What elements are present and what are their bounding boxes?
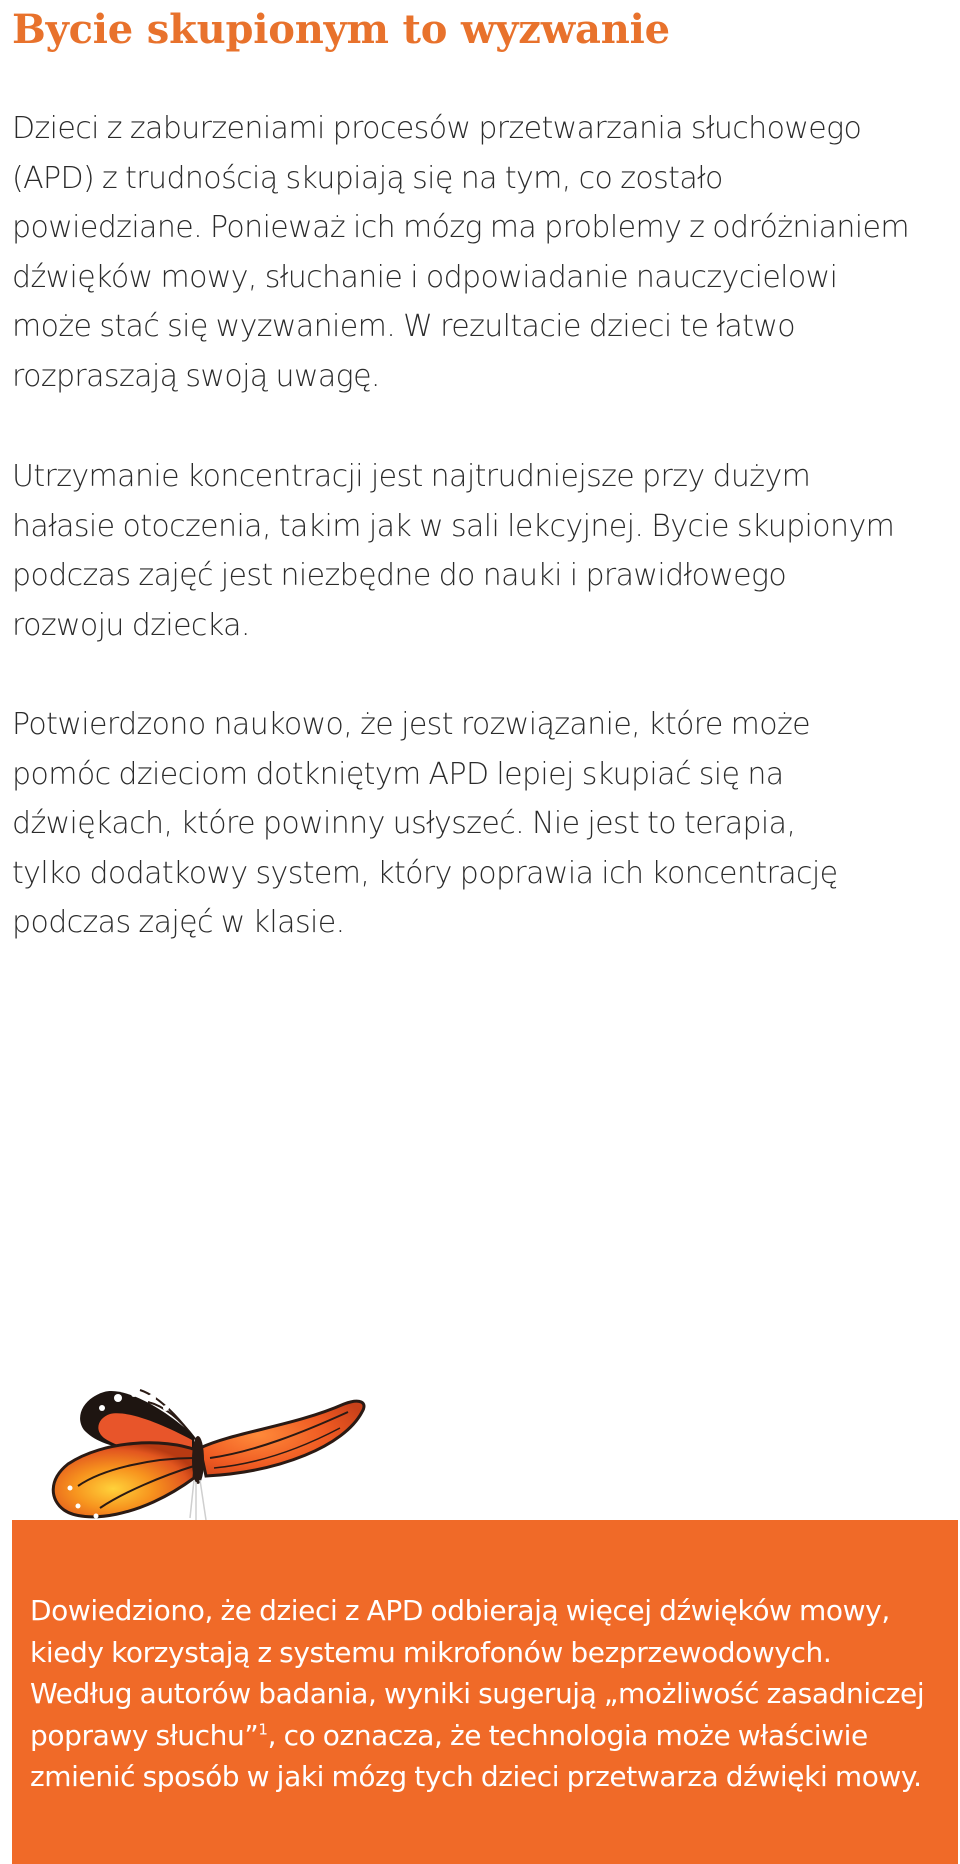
text-line: rozpraszają swoją uwagę. — [12, 358, 380, 394]
callout-text — [30, 1590, 924, 1798]
text-line: podczas zajęć jest niezbędne do nauki i prawidłowego — [12, 558, 787, 593]
text-line: powiedziane. Ponieważ ich mózg ma problemy z odróżnianiem — [12, 210, 909, 245]
callout-line: zmienić sposób w jaki mózg tych dzieci przetwarza dźwięki mowy. — [30, 1760, 922, 1793]
text-line: dźwięków mowy, słuchanie i odpowiadanie nauczycielowi — [12, 259, 838, 295]
text-line: rozwoju dziecka. — [12, 607, 250, 643]
text-line: pomóc dzieciom dotkniętym APD lepiej skupiać się na — [12, 756, 784, 792]
text-line: (APD) z trudnością skupiają się na tym, co zostało — [12, 160, 723, 196]
text-line: Potwierdzono naukowo, że jest rozwiązanie, które może — [12, 707, 810, 742]
callout-line: Dowiedziono, że dzieci z APD odbierają więcej dźwięków mowy, — [30, 1594, 890, 1627]
text-line: podczas zajęć w klasie. — [12, 905, 345, 940]
text-line: Utrzymanie koncentracji jest najtrudniejsze przy dużym — [12, 459, 811, 494]
text-line: dźwiękach, które powinny usłyszeć. Nie jest to terapia, — [12, 806, 796, 841]
callout-box — [12, 1520, 958, 1864]
callout-line-part: , co oznacza, że technologia może właściwie — [267, 1718, 868, 1752]
page-title: Bycie skupionym to wyzwanie — [12, 6, 670, 53]
callout-line — [30, 1715, 924, 1757]
callout-line: Według autorów badania, wyniki sugerują „możliwość zasadniczej — [30, 1677, 925, 1710]
footnote-mark: 1 — [258, 1720, 268, 1739]
callout-line-part: poprawy słuchu” — [30, 1718, 259, 1752]
callout-line: kiedy korzystają z systemu mikrofonów bezprzewodowych. — [30, 1635, 832, 1669]
paragraph-solution — [12, 700, 838, 948]
butterfly-illustration — [44, 1368, 396, 1532]
text-line: hałasie otoczenia, takim jak w sali lekcyjnej. Bycie skupionym — [12, 508, 895, 544]
text-line: może stać się wyzwaniem. W rezultacie dzieci te łatwo — [12, 309, 796, 344]
paragraph-concentration — [12, 452, 894, 650]
text-line: tylko dodatkowy system, który poprawia ich koncentrację — [12, 855, 838, 891]
text-line: Dzieci z zaburzeniami procesów przetwarzania słuchowego — [12, 111, 862, 146]
paragraph-intro — [12, 104, 909, 401]
